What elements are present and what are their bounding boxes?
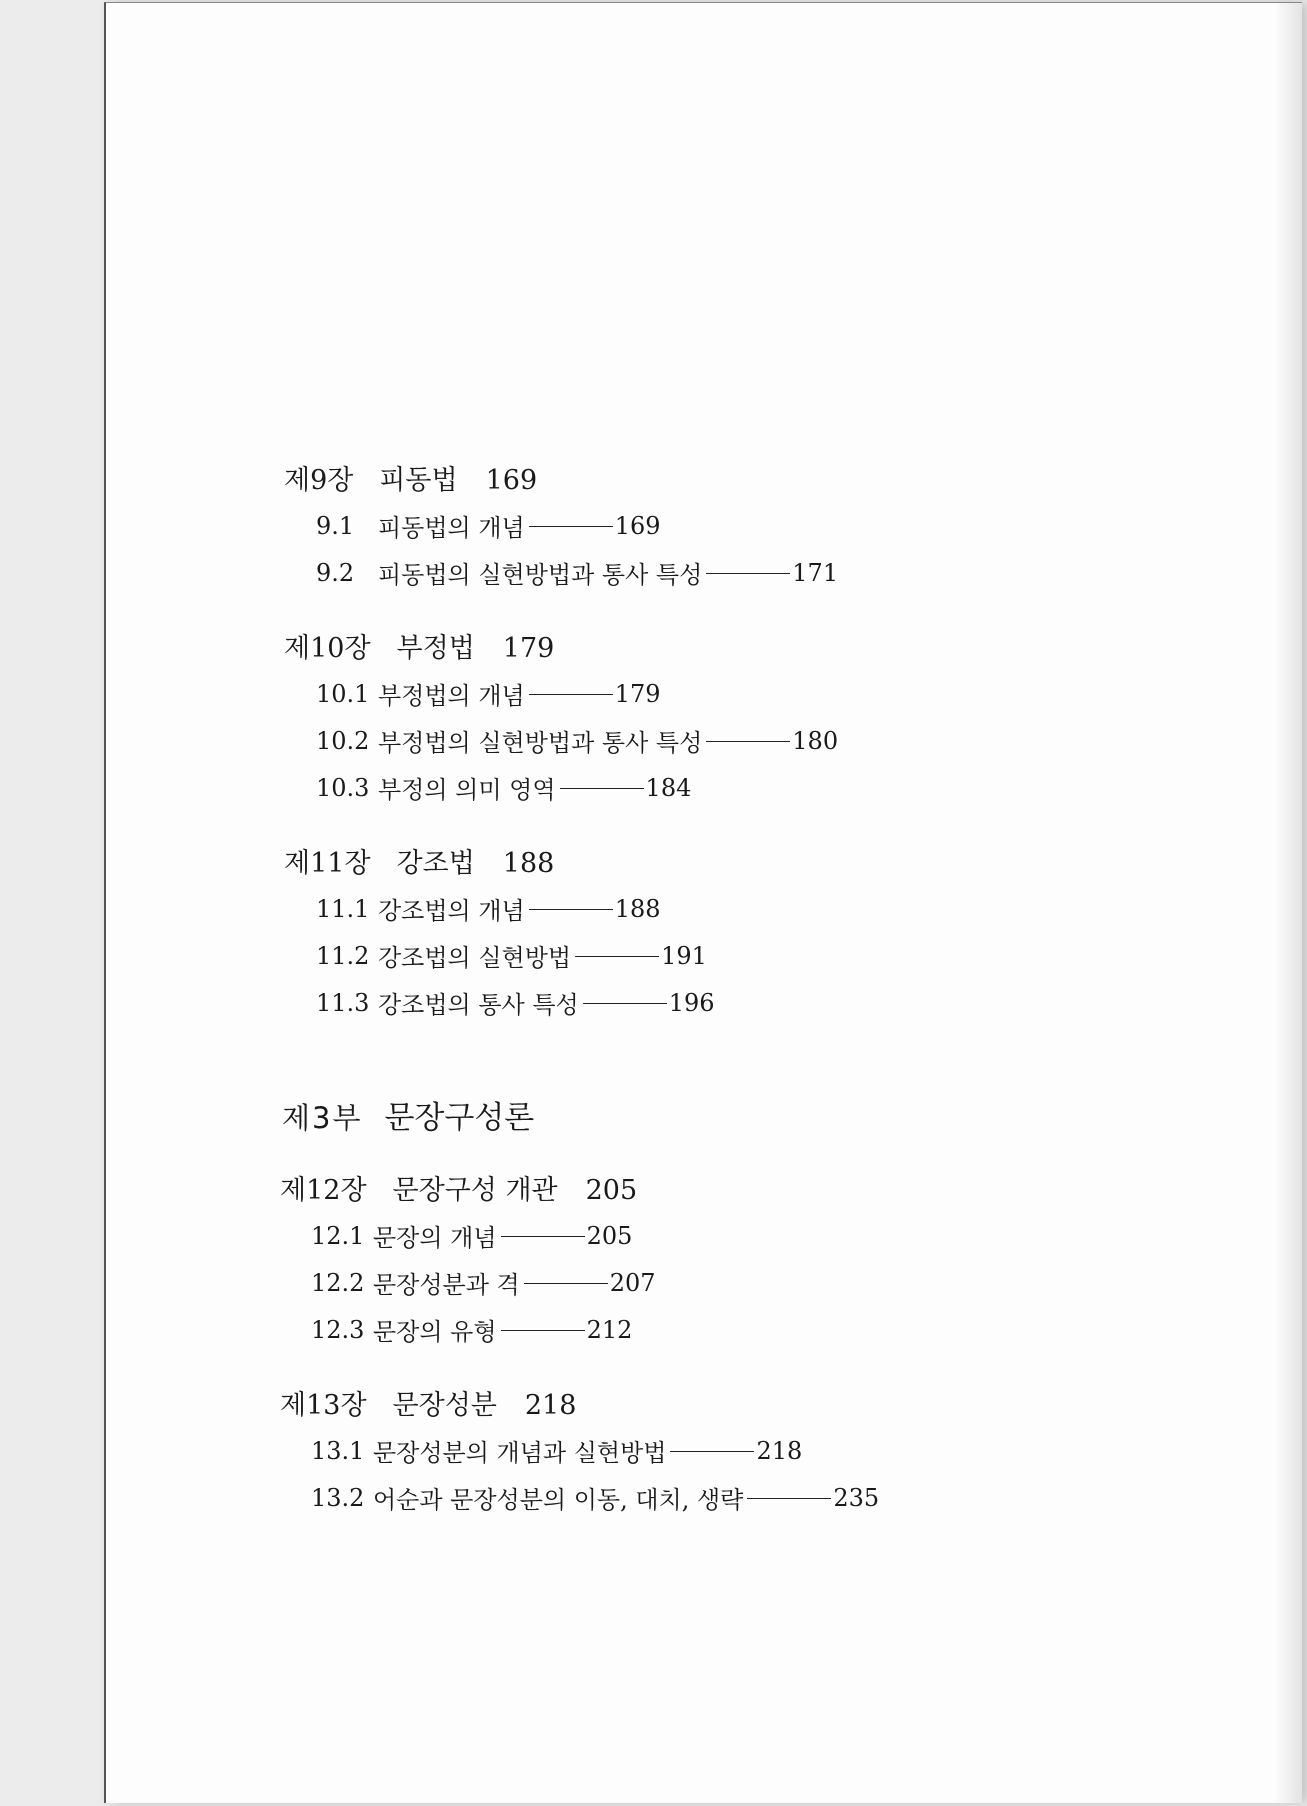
section-page: 207: [609, 1268, 656, 1297]
section-number: 11.2: [316, 941, 370, 970]
toc-entry: [311, 1480, 879, 1515]
section-number: 13.2: [311, 1483, 365, 1512]
chapter-page: 179: [502, 633, 555, 664]
toc-entry: [316, 723, 838, 758]
toc-entry: [316, 676, 661, 711]
chapter-label: 제12장: [280, 1175, 367, 1206]
toc-entry: [316, 770, 691, 805]
toc-entry: [316, 891, 661, 926]
section-page: 196: [668, 988, 715, 1017]
leader-dash: [747, 1498, 831, 1499]
section-title: 부정의 의미 영역: [378, 776, 556, 804]
chapter-label: 제13장: [280, 1390, 367, 1421]
chapter-heading: [284, 458, 537, 497]
leader-dash: [529, 526, 613, 527]
leader-dash: [670, 1451, 754, 1452]
section-number: 11.1: [316, 894, 370, 923]
leader-dash: [706, 573, 790, 574]
section-title: 문장의 유형: [373, 1318, 497, 1346]
leader-dash: [529, 694, 613, 695]
chapter-title: 피동법: [379, 465, 458, 496]
section-page: 191: [661, 941, 707, 970]
leader-dash: [583, 1003, 667, 1004]
section-page: 179: [614, 679, 661, 708]
chapter-page: 205: [585, 1175, 638, 1206]
chapter-heading: [284, 626, 554, 665]
book-page: [104, 2, 1302, 1803]
section-title: 어순과 문장성분의 이동, 대치, 생략: [373, 1486, 744, 1514]
leader-dash: [501, 1236, 585, 1237]
section-title: 부정법의 개념: [378, 682, 525, 710]
section-title: 부정법의 실현방법과 통사 특성: [378, 729, 703, 757]
section-title: 피동법의 개념: [378, 514, 525, 542]
toc-entry: [311, 1265, 656, 1300]
chapter-label: 제11장: [284, 848, 371, 879]
section-page: 205: [586, 1221, 633, 1250]
chapter-heading: [280, 1383, 576, 1422]
chapter-title: 강조법: [396, 848, 475, 879]
section-title: 피동법의 실현방법과 통사 특성: [378, 561, 703, 589]
section-page: 171: [792, 558, 839, 587]
section-number: 10.1: [316, 679, 370, 708]
chapter-title: 문장성분: [392, 1390, 497, 1421]
section-page: 188: [614, 894, 661, 923]
section-number: 13.1: [311, 1436, 365, 1465]
section-page: 180: [792, 726, 839, 755]
toc-entry: [316, 508, 661, 543]
section-title: 강조법의 개념: [378, 897, 525, 925]
chapter-title: 문장구성 개관: [392, 1175, 558, 1206]
section-title: 강조법의 통사 특성: [378, 991, 579, 1019]
section-number: 9.2: [316, 558, 355, 587]
toc-entry: [316, 555, 838, 590]
section-number: 11.3: [316, 988, 370, 1017]
section-title: 문장의 개념: [373, 1224, 497, 1252]
toc-entry: [311, 1312, 632, 1347]
part-heading: [282, 1092, 534, 1137]
section-number: 12.2: [311, 1268, 365, 1297]
section-number: 10.2: [316, 726, 370, 755]
section-title: 강조법의 실현방법: [378, 944, 572, 972]
chapter-label: 제9장: [284, 465, 354, 496]
chapter-page: 169: [485, 465, 538, 496]
section-number: 12.1: [311, 1221, 365, 1250]
leader-dash: [706, 741, 790, 742]
chapter-heading: [284, 841, 554, 880]
section-number: 10.3: [316, 773, 370, 802]
section-title: 문장성분과 격: [373, 1271, 520, 1299]
leader-dash: [524, 1283, 608, 1284]
section-number: 9.1: [316, 511, 355, 540]
part-label: 제3부: [282, 1101, 363, 1135]
section-page: 169: [614, 511, 661, 540]
part-title: 문장구성론: [384, 1100, 535, 1136]
toc-entry: [311, 1433, 802, 1468]
chapter-page: 188: [502, 848, 555, 879]
section-page: 235: [833, 1483, 880, 1512]
leader-dash: [575, 956, 659, 957]
chapter-heading: [280, 1168, 637, 1207]
toc-entry: [316, 938, 707, 973]
section-page: 212: [586, 1315, 633, 1344]
section-number: 12.3: [311, 1315, 365, 1344]
chapter-page: 218: [524, 1390, 577, 1421]
toc-entry: [311, 1218, 632, 1253]
section-title: 문장성분의 개념과 실현방법: [373, 1439, 667, 1467]
leader-dash: [529, 909, 613, 910]
section-page: 218: [756, 1436, 803, 1465]
chapter-title: 부정법: [396, 633, 475, 664]
toc-entry: [316, 985, 715, 1020]
section-page: 184: [645, 773, 692, 802]
chapter-label: 제10장: [284, 633, 371, 664]
leader-dash: [501, 1330, 585, 1331]
table-of-contents: [106, 3, 1302, 1803]
leader-dash: [560, 788, 644, 789]
